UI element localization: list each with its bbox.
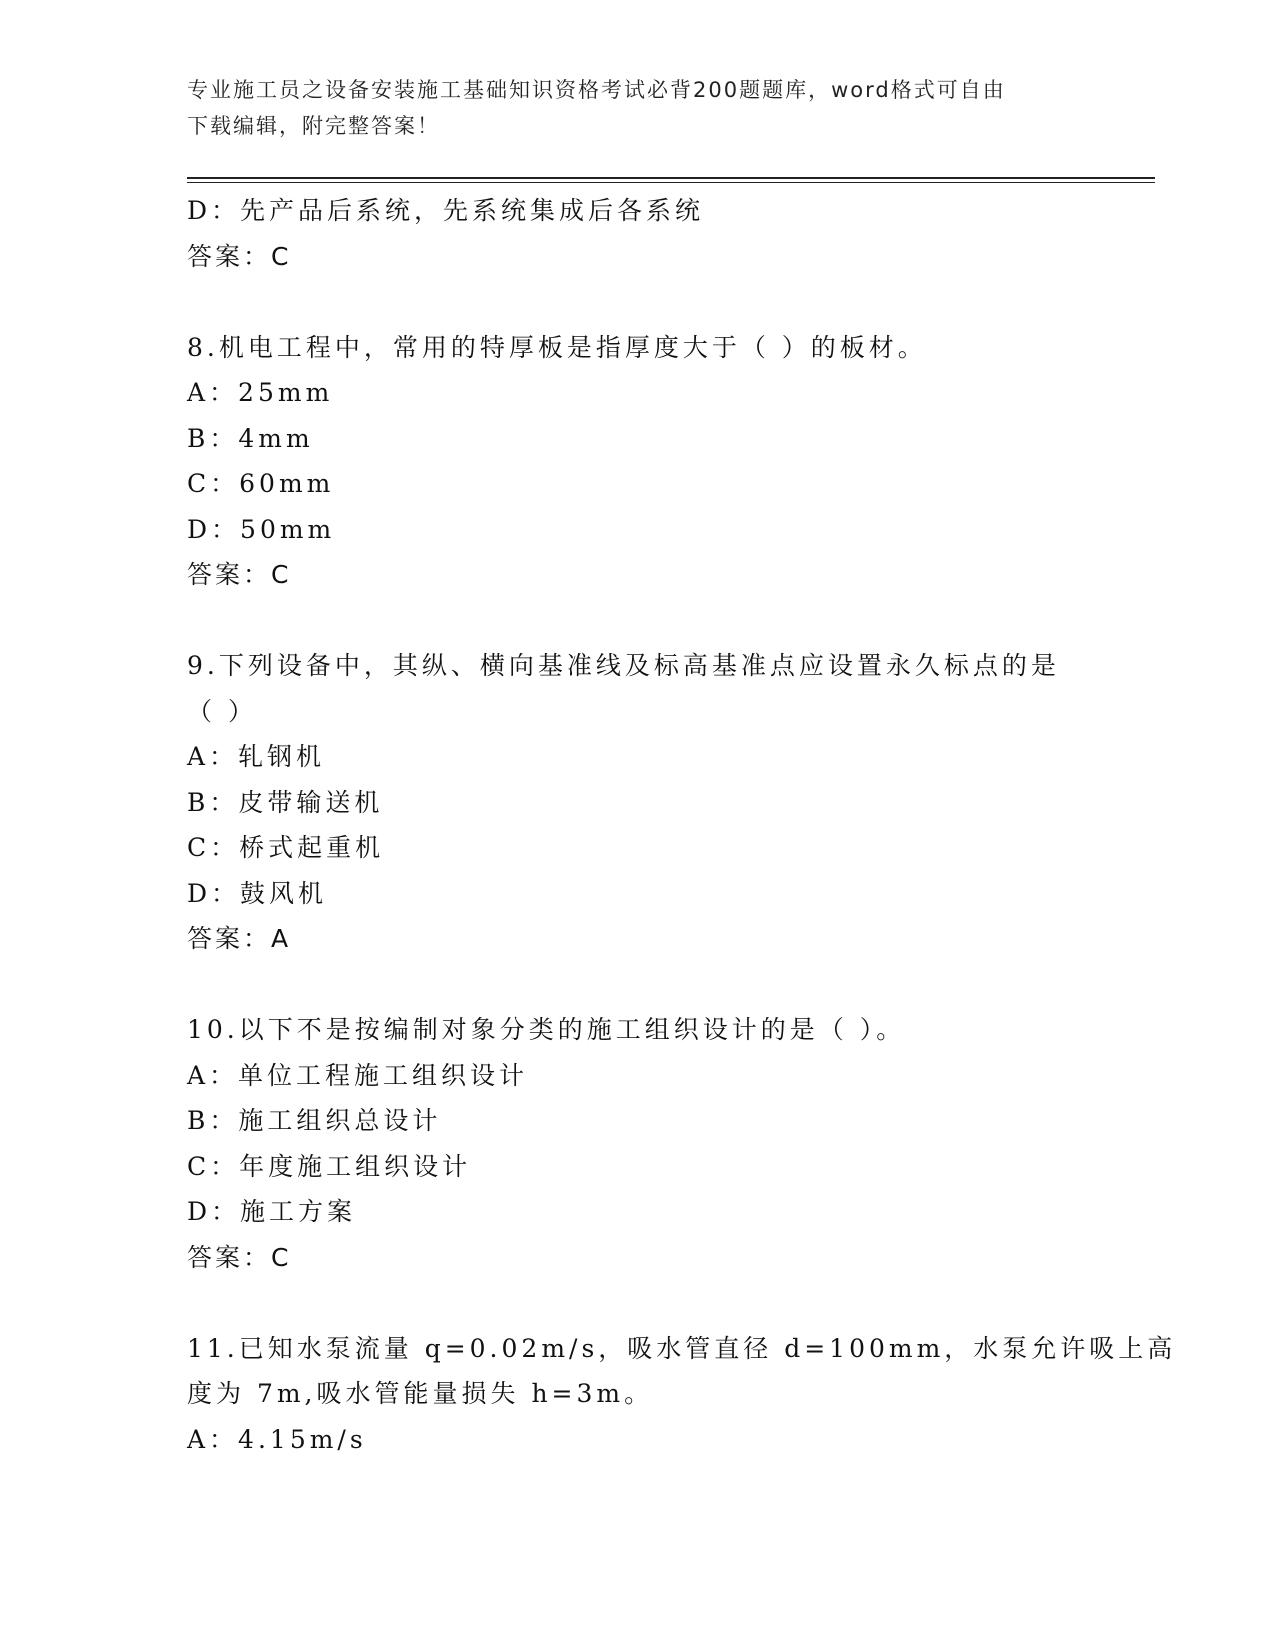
option-a: A：4.15m/s xyxy=(187,1424,367,1454)
spacer xyxy=(187,1280,1087,1326)
spacer xyxy=(187,598,1087,644)
header-line-1: 专业施工员之设备安装施工基础知识资格考试必背200题题库，word格式可自由 xyxy=(187,78,1006,102)
spacer xyxy=(187,279,1087,325)
question-stem-continued: （ ） xyxy=(187,696,257,726)
question-list xyxy=(187,188,1177,1462)
header-divider-thick xyxy=(187,177,1155,179)
option-d: D：50mm xyxy=(187,514,336,544)
document-header xyxy=(187,72,1087,144)
option-c: C：60mm xyxy=(187,469,335,498)
option-b: B：4mm xyxy=(187,423,314,453)
question-11 xyxy=(187,1326,1177,1463)
option-b: B：施工组织总设计 xyxy=(187,1106,442,1135)
question-stem-continued: 度为 7m,吸水管能量损失 h=3m。 xyxy=(187,1379,654,1408)
option-c: C：桥式起重机 xyxy=(187,833,385,862)
question-stem: 9.下列设备中，其纵、横向基准线及标高基准点应设置永久标点的是 xyxy=(187,651,1060,680)
answer: 答案：C xyxy=(187,1242,292,1272)
question-9 xyxy=(187,643,1087,962)
spacer xyxy=(187,962,1087,1008)
option-a: A：25mm xyxy=(187,378,334,407)
option-d: D：鼓风机 xyxy=(187,878,328,908)
header-divider-thin xyxy=(187,182,1155,183)
question-stem: 11.已知水泵流量 q=0.02m/s，吸水管直径 d=100mm，水泵允许吸上高 xyxy=(187,1333,1177,1363)
option-b: B：皮带输送机 xyxy=(187,787,384,817)
option-d: D：施工方案 xyxy=(187,1197,357,1226)
question-10 xyxy=(187,1007,1087,1280)
answer: 答案：A xyxy=(187,924,292,953)
answer: 答案：C xyxy=(187,560,292,589)
question-stem: 10.以下不是按编制对象分类的施工组织设计的是（ ）。 xyxy=(187,1015,906,1044)
question-stem: 8.机电工程中，常用的特厚板是指厚度大于（ ）的板材。 xyxy=(187,332,927,362)
option-c: C：年度施工组织设计 xyxy=(187,1151,472,1181)
option-d: D：先产品后系统，先系统集成后各系统 xyxy=(187,196,705,225)
option-a: A：单位工程施工组织设计 xyxy=(187,1060,529,1090)
option-a: A：轧钢机 xyxy=(187,742,326,771)
question-8 xyxy=(187,325,1087,598)
answer: 答案：C xyxy=(187,241,292,271)
header-line-2: 下载编辑，附完整答案！ xyxy=(187,114,440,138)
